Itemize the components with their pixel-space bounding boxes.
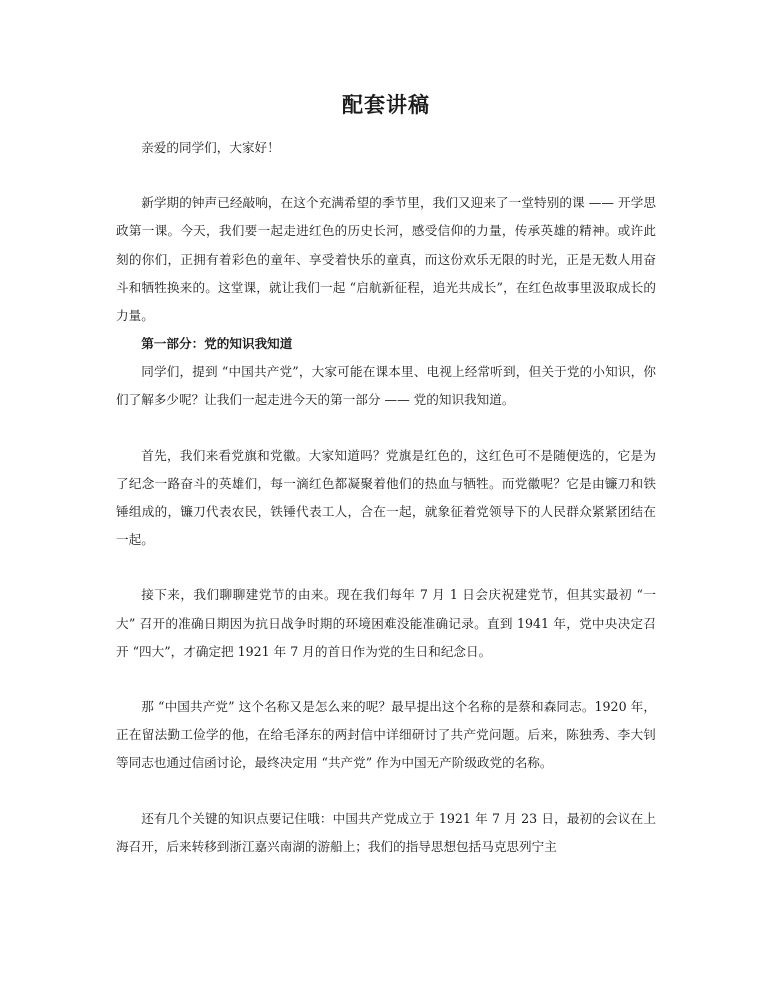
document-title: 配套讲稿 xyxy=(342,92,430,117)
intro-paragraph: 新学期的钟声已经敲响，在这个充满希望的季节里，我们又迎来了一堂特别的课 —— 开学思政第一课。今天，我们要一起走进红色的历史长河，感受信仰的力量，传承英雄的精神。或许此刻的你们，正拥有着彩色的童年、享受着快乐的童真，而这份欢乐无限的时光，正是无数人用奋斗和牺牲换来的。这堂课，就让我们一起 “启航新征程，追光共成长”，在红色故事里汲取成长的力量。 xyxy=(116,195,656,324)
blank-line xyxy=(116,778,656,805)
blank-line xyxy=(116,554,656,581)
party-name-paragraph: 那 “中国共产党” 这个名称又是怎么来的呢？最早提出这个名称的是蔡和森同志。1920 年，正在留法勤工俭学的他，在给毛泽东的两封信中详细研讨了共产党问题。后来，陈独秀、李大钊等同志也通过信函讨论，最终决定用 “共产党” 作为中国无产阶级政党的名称。 xyxy=(116,699,656,771)
blank-line xyxy=(116,666,656,693)
blank-line xyxy=(116,415,656,442)
section-intro-paragraph: 同学们，提到 “中国共产党”，大家可能在课本里、电视上经常听到，但关于党的小知识，你们了解多少呢？让我们一起走进今天的第一部分 —— 党的知识我知道。 xyxy=(116,364,656,408)
key-facts-paragraph: 还有几个关键的知识点要记住哦：中国共产党成立于 1921 年 7 月 23 日，最初的会议在上海召开，后来转移到浙江嘉兴南湖的游船上；我们的指导思想包括马克思列宁主 xyxy=(116,810,656,854)
founding-day-paragraph: 接下来，我们聊聊建党节的由来。现在我们每年 7 月 1 日会庆祝建党节，但其实最初 “一大” 召开的准确日期因为抗日战争时期的环境困难没能准确记录。直到 1941 年，党中央决定召开 “四大”，才确定把 1921 年 7 月的首日作为党的生日和纪念日。 xyxy=(116,587,656,659)
blank-line xyxy=(116,162,656,189)
section-heading-party-knowledge: 第一部分：党的知识我知道 xyxy=(141,336,293,352)
document-page xyxy=(116,88,656,861)
flag-emblem-paragraph: 首先，我们来看党旗和党徽。大家知道吗？党旗是红色的，这红色可不是随便选的，它是为了纪念一路奋斗的英雄们，每一滴红色都凝聚着他们的热血与牺牲。而党徽呢？它是由镰刀和铁锤组成的，镰刀代表农民，铁锤代表工人，合在一起，就象征着党领导下的人民群众紧紧团结在一起。 xyxy=(116,447,656,548)
greeting: 亲爱的同学们，大家好！ xyxy=(141,140,280,155)
